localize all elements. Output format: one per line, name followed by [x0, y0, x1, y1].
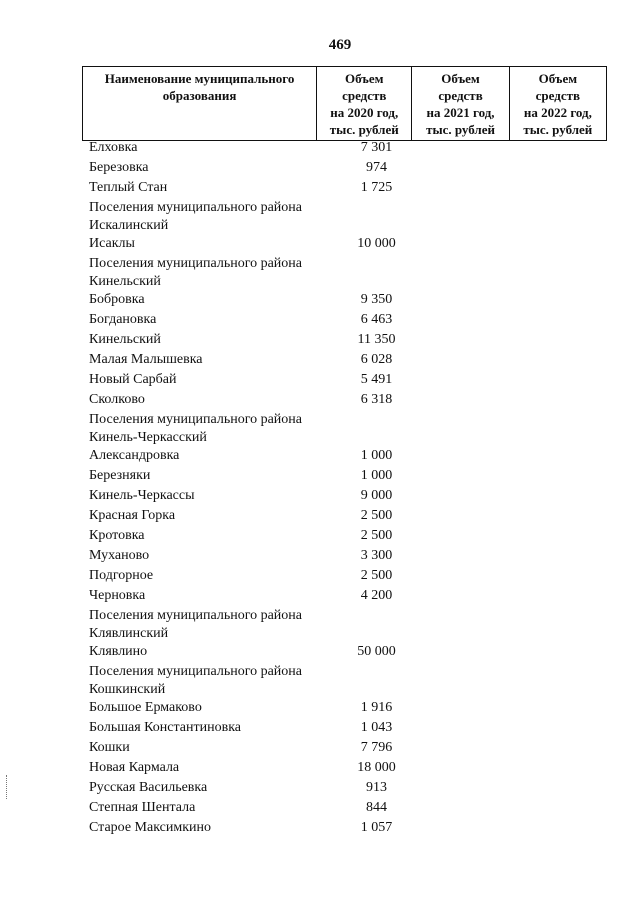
amount-2020: 1 916: [360, 700, 393, 715]
municipality-name: Подгорное: [89, 568, 154, 583]
table-row: [89, 446, 609, 466]
group-name: Поселения муниципального района Искалинский: [89, 200, 303, 233]
header-table: [82, 66, 607, 141]
municipality-name: Елховка: [89, 140, 138, 155]
table-row: [89, 778, 609, 798]
amount-2020: 10 000: [357, 236, 396, 251]
amount-2020: 9 000: [360, 488, 393, 503]
table-row: [89, 698, 609, 718]
amount-2020: 6 318: [360, 392, 393, 407]
table-row: [89, 310, 609, 330]
table-row: [89, 290, 609, 310]
group-row: [89, 662, 609, 698]
amount-2020: 6 463: [360, 312, 393, 327]
page-number: 469: [328, 37, 352, 53]
amount-2020: 6 028: [360, 352, 393, 367]
table-row: [89, 330, 609, 350]
table-row: [89, 718, 609, 738]
municipality-name: Черновка: [89, 588, 146, 603]
municipality-name: Малая Малышевка: [89, 352, 203, 367]
amount-2020: 50 000: [357, 644, 396, 659]
amount-2020: 844: [366, 800, 387, 815]
amount-2020: 1 000: [360, 448, 393, 463]
table-row: [89, 390, 609, 410]
amount-2020: 9 350: [360, 292, 393, 307]
municipality-name: Муханово: [89, 548, 150, 563]
header-municipality: Наименование муниципального образования: [83, 67, 317, 141]
municipality-name: Русская Васильевка: [89, 780, 208, 795]
table-row: [89, 758, 609, 778]
amount-2020: 1 725: [360, 180, 393, 195]
table-row: [89, 526, 609, 546]
amount-2020: 1 043: [360, 720, 393, 735]
amount-2020: 2 500: [360, 508, 393, 523]
municipality-name: Сколково: [89, 392, 145, 407]
amount-2020: 7 301: [360, 140, 393, 155]
municipality-name: Красная Горка: [89, 508, 176, 523]
table-row: [89, 506, 609, 526]
municipality-name: Клявлино: [89, 644, 148, 659]
amount-2020: 913: [366, 780, 387, 795]
table-row: [89, 350, 609, 370]
amount-2020: 1 000: [360, 468, 393, 483]
table-row: [89, 546, 609, 566]
municipality-name: Исаклы: [89, 236, 135, 251]
group-row: [89, 254, 609, 290]
table-row: [89, 234, 609, 254]
group-row: [89, 410, 609, 446]
municipality-name: Александровка: [89, 448, 180, 463]
municipality-name: Новая Кармала: [89, 760, 180, 775]
municipality-name: Кротовка: [89, 528, 145, 543]
municipality-name: Березовка: [89, 160, 149, 175]
amount-2020: 3 300: [360, 548, 393, 563]
municipality-name: Большое Ермаково: [89, 700, 202, 715]
header-2020: Объем средств на 2020 год, тыс. рублей: [317, 67, 412, 141]
group-name: Поселения муниципального района Кошкинский: [89, 664, 303, 697]
municipality-name: Большая Константиновка: [89, 720, 242, 735]
group-name: Поселения муниципального района Клявлинский: [89, 608, 303, 641]
municipality-name: Богдановка: [89, 312, 157, 327]
table-row: [89, 486, 609, 506]
municipality-name: Березняки: [89, 468, 151, 483]
table-row: [89, 642, 609, 662]
header-row: [83, 67, 607, 141]
table-row: [89, 818, 609, 838]
table-row: [89, 370, 609, 390]
table-row: [89, 566, 609, 586]
amount-2020: 7 796: [360, 740, 393, 755]
municipality-name: Старое Максимкино: [89, 820, 212, 835]
table-row: [89, 138, 609, 158]
scan-margin-mark: [6, 775, 8, 799]
municipality-name: Кинель-Черкассы: [89, 488, 195, 503]
amount-2020: 974: [366, 160, 387, 175]
table-row: [89, 158, 609, 178]
municipality-name: Новый Сарбай: [89, 372, 177, 387]
municipality-name: Теплый Стан: [89, 180, 168, 195]
header-2022: Объем средств на 2022 год, тыс. рублей: [509, 67, 606, 141]
municipality-name: Степная Шентала: [89, 800, 196, 815]
group-row: [89, 198, 609, 234]
amount-2020: 5 491: [360, 372, 393, 387]
header-2021: Объем средств на 2021 год, тыс. рублей: [412, 67, 509, 141]
table-row: [89, 466, 609, 486]
group-name: Поселения муниципального района Кинельский: [89, 256, 303, 289]
table-row: [89, 178, 609, 198]
municipality-name: Кинельский: [89, 332, 161, 347]
amount-2020: 18 000: [357, 760, 396, 775]
amount-2020: 4 200: [360, 588, 393, 603]
group-name: Поселения муниципального района Кинель-Черкасский: [89, 412, 303, 445]
amount-2020: 11 350: [357, 332, 396, 347]
table-row: [89, 738, 609, 758]
table-row: [89, 798, 609, 818]
amount-2020: 2 500: [360, 528, 393, 543]
group-row: [89, 606, 609, 642]
table-row: [89, 586, 609, 606]
municipality-name: Бобровка: [89, 292, 145, 307]
municipality-name: Кошки: [89, 740, 130, 755]
table-body: [89, 138, 609, 838]
amount-2020: 2 500: [360, 568, 393, 583]
amount-2020: 1 057: [360, 820, 393, 835]
